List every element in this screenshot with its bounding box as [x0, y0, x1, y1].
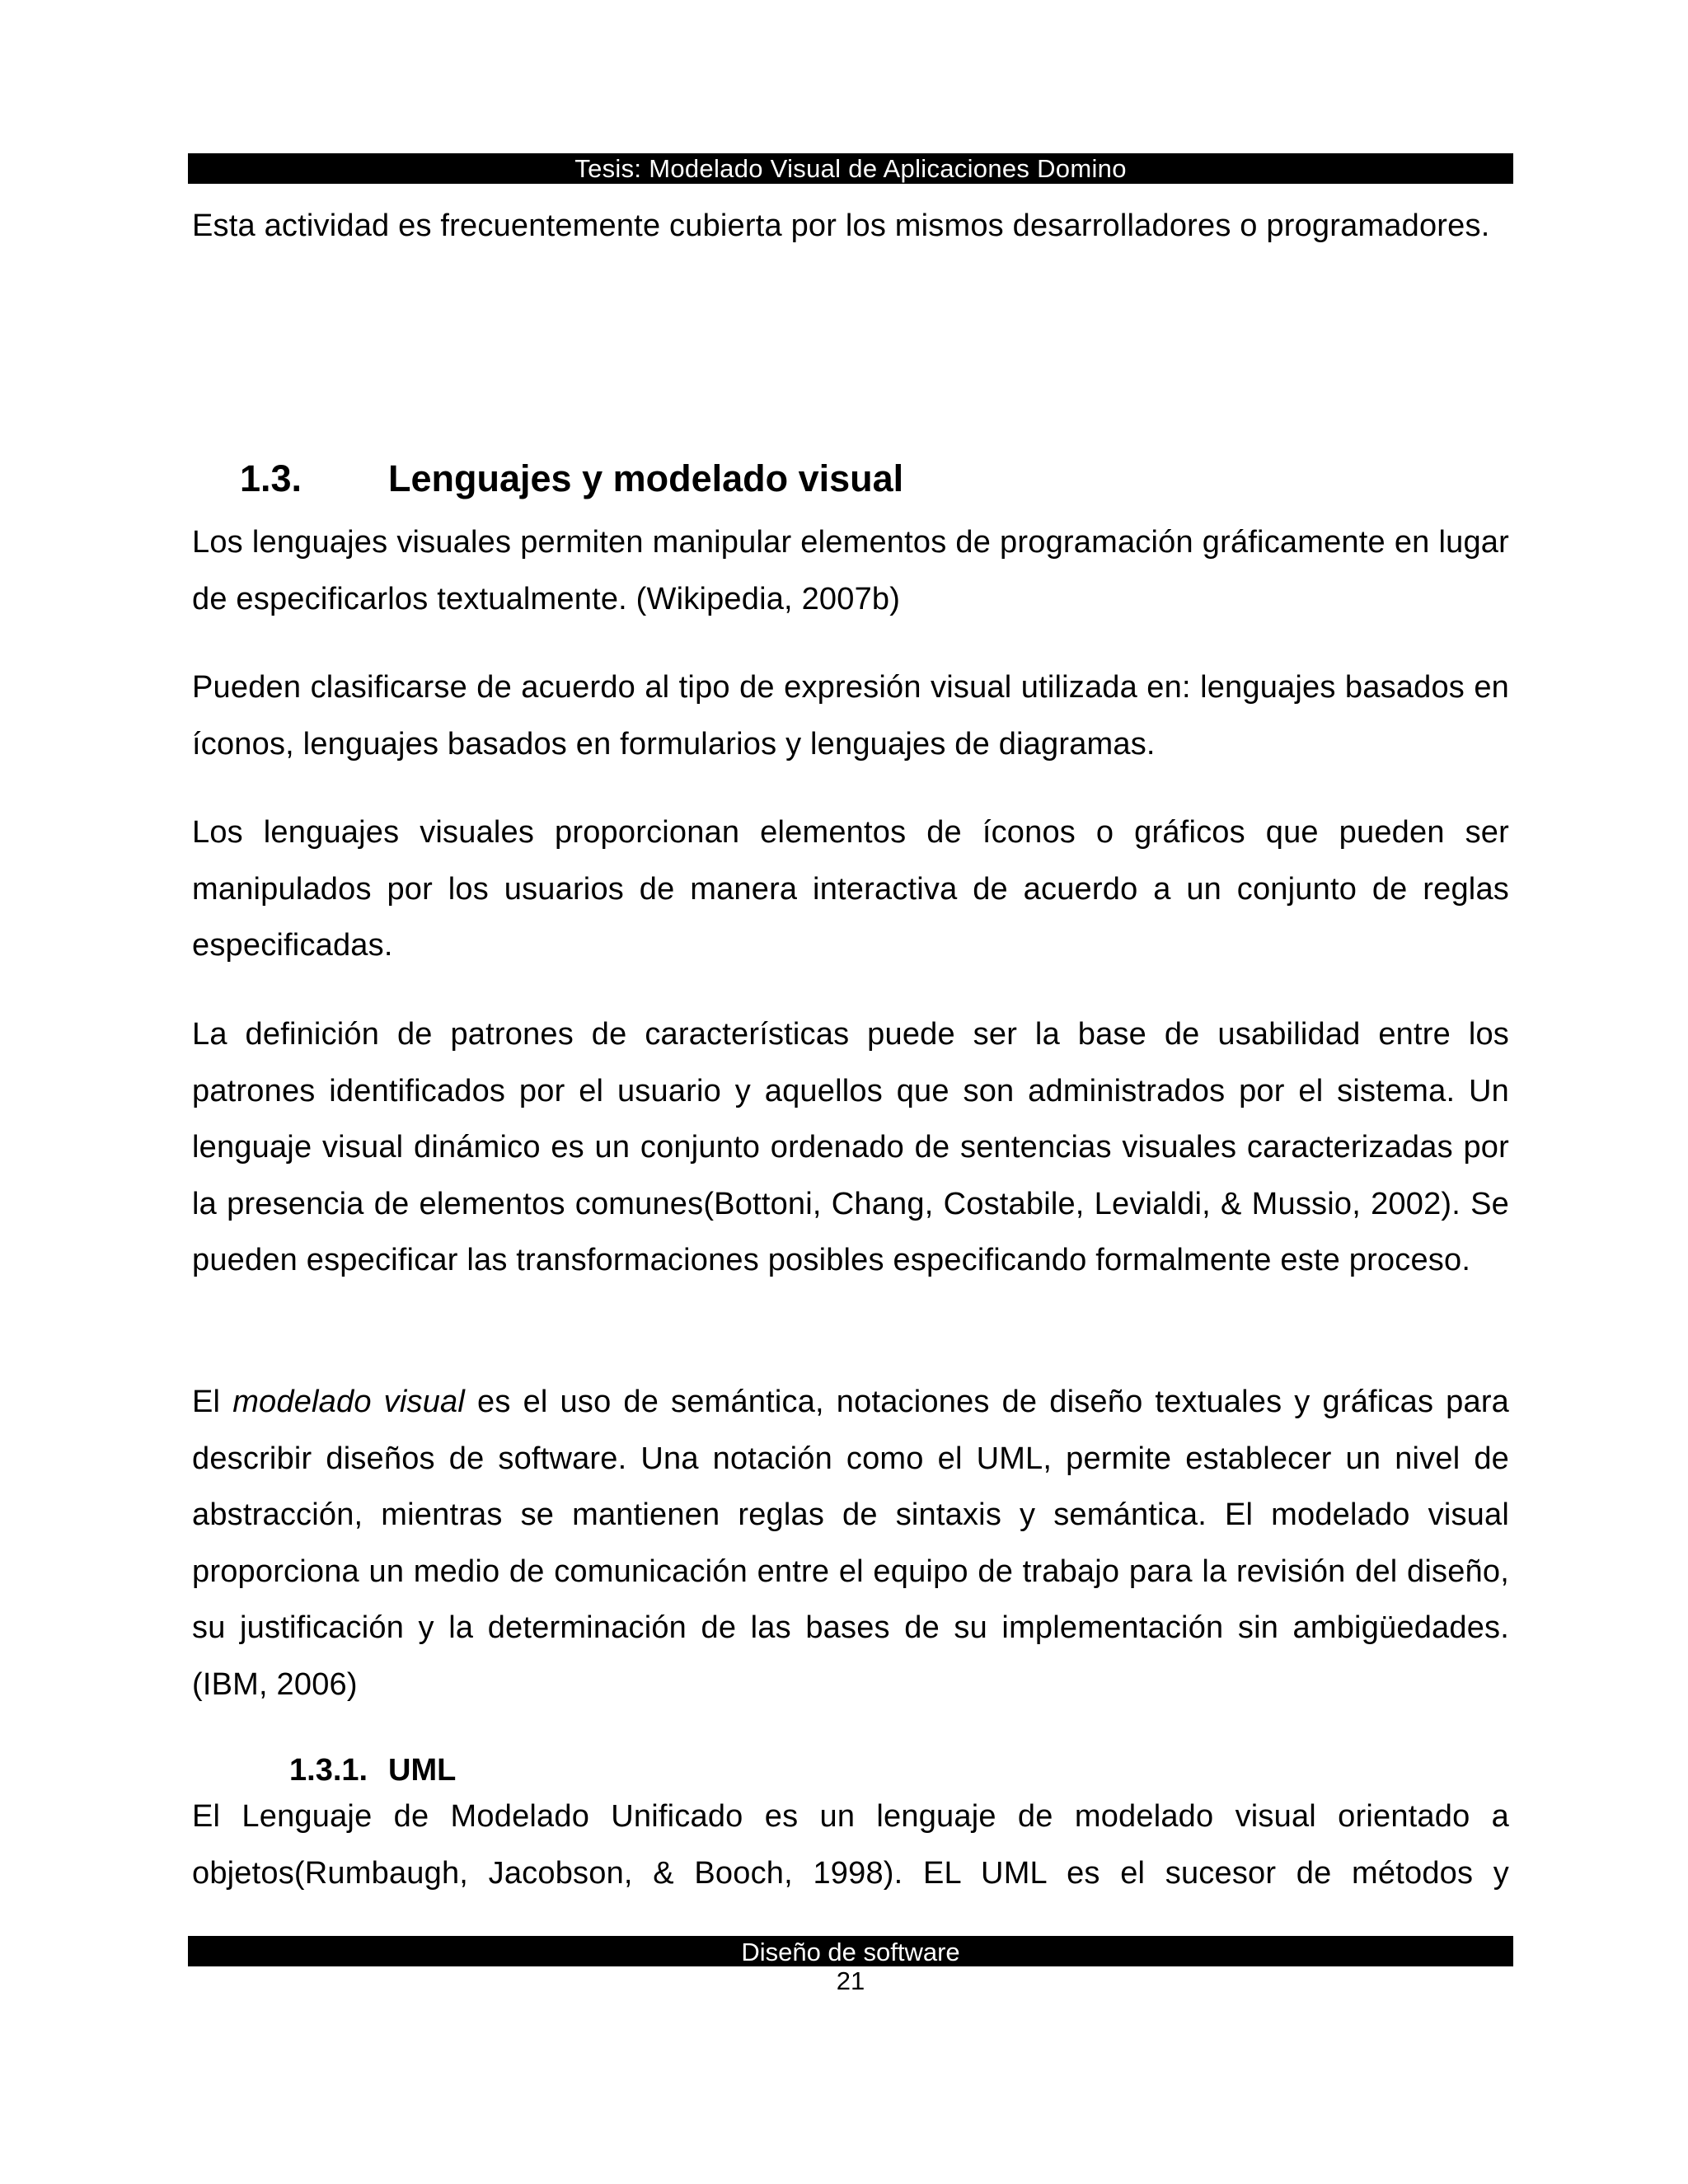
paragraph-5-rest: es el uso de semántica, notaciones de diseño textuales y gráficas para describir diseños de software. Una notación como el UML, permite establecer un nivel de abstracción, mientras se mantienen reglas de sintaxis y semántica. El modelado visual proporciona un medio de comunicación entre el equipo de trabajo para la revisión del diseño, su justificación y la determinación de las bases de su implementación sin ambigüedades.(IBM, 2006)	[192, 1385, 1510, 1702]
paragraph-2: Pueden clasificarse de acuerdo al tipo de expresión visual utilizada en: lenguajes basados en íconos, lenguajes basados en formularios y lenguajes de diagramas.	[192, 670, 1509, 762]
paragraph-5-start: El	[192, 1385, 233, 1419]
running-footer-title: Diseño de software	[741, 1938, 960, 1966]
subsection-heading	[289, 1750, 456, 1790]
intro-paragraph: Esta actividad es frecuentemente cubierta por los mismos desarrolladores o programadores.	[192, 209, 1490, 243]
subsection-paragraph: El Lenguaje de Modelado Unificado es un lenguaje de modelado visual orientado a objetos(Rumbaugh, Jacobson, & Booch, 1998). EL UML es el sucesor de métodos y	[192, 1799, 1509, 1891]
running-footer	[188, 1936, 1513, 1966]
paragraph-1: Los lenguajes visuales permiten manipular elementos de programación gráficamente en lugar de especificarlos textualmente. (Wikipedia, 2007b)	[192, 525, 1509, 616]
paragraph-4: La definición de patrones de características puede ser la base de usabilidad entre los patrones identificados por el usuario y aquellos que son administrados por el sistema. Un lenguaje visual dinámico es un conjunto ordenado de sentencias visuales caracterizadas por la presencia de elementos comunes(Bottoni, Chang, Costabile, Levialdi, & Mussio, 2002). Se pueden especificar las transformaciones posibles especificando formalmente este proceso.	[192, 1017, 1509, 1277]
paragraph-5-emphasis: modelado visual	[232, 1385, 466, 1419]
subsection-title: UML	[388, 1753, 457, 1788]
section-heading	[240, 456, 903, 502]
subsection-number: 1.3.1.	[289, 1753, 368, 1788]
section-number: 1.3.	[240, 457, 302, 499]
paragraph-5	[192, 1374, 1509, 1713]
running-header	[188, 153, 1513, 184]
section-title: Lenguajes y modelado visual	[388, 457, 904, 499]
page-number: 21	[836, 1966, 865, 1995]
paragraph-3: Los lenguajes visuales proporcionan elementos de íconos o gráficos que pueden ser manipulados por los usuarios de manera interactiva de acuerdo a un conjunto de reglas especificadas.	[192, 815, 1509, 963]
running-header-title: Tesis: Modelado Visual de Aplicaciones Domino	[574, 154, 1127, 183]
